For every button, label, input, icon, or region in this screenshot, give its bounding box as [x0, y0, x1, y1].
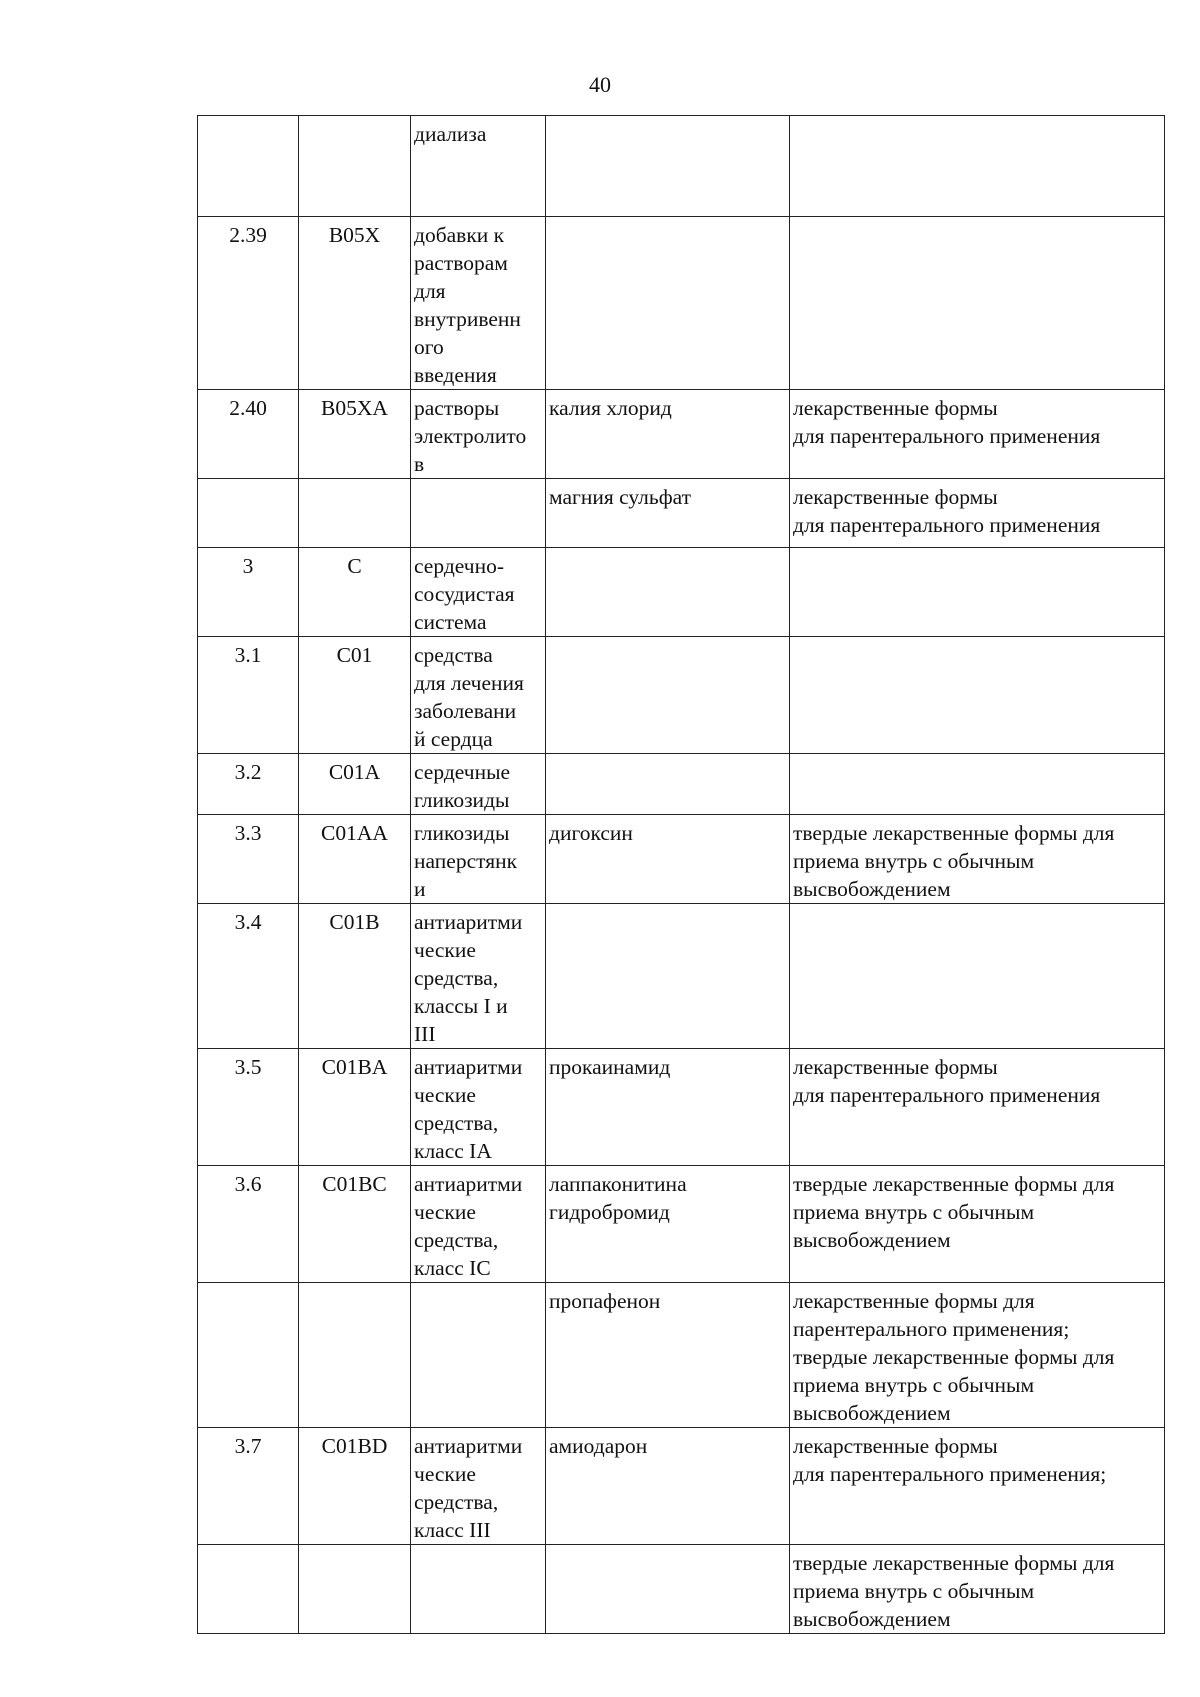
drug-name-cell: пропафенон: [546, 1283, 790, 1428]
table-row: [198, 1166, 1165, 1283]
row-number-cell: 3.2: [198, 754, 299, 815]
atc-code-cell: [299, 1545, 411, 1634]
dosage-form-cell: [790, 116, 1165, 217]
row-number-cell: [198, 479, 299, 548]
dosage-form-cell: [790, 637, 1165, 754]
table-body: [198, 116, 1165, 1634]
table-row: [198, 548, 1165, 637]
dosage-form-cell: лекарственные формы для парентерального применения: [790, 1049, 1165, 1166]
atc-code-cell: [299, 479, 411, 548]
row-number-cell: [198, 1283, 299, 1428]
atc-code-cell: C01: [299, 637, 411, 754]
anatomical-group-cell: сердечно- сосудистая система: [411, 548, 546, 637]
table-row: [198, 637, 1165, 754]
table-row: [198, 1283, 1165, 1428]
drug-name-cell: магния сульфат: [546, 479, 790, 548]
table-row: [198, 1049, 1165, 1166]
table-row: [198, 390, 1165, 479]
dosage-form-cell: твердые лекарственные формы для приема внутрь с обычным высвобождением: [790, 1166, 1165, 1283]
dosage-form-cell: [790, 904, 1165, 1049]
table-row: [198, 815, 1165, 904]
drug-classification-table: [197, 115, 1165, 1634]
atc-code-cell: B05XA: [299, 390, 411, 479]
atc-code-cell: C01A: [299, 754, 411, 815]
table-row: [198, 217, 1165, 390]
row-number-cell: 3.1: [198, 637, 299, 754]
table-row: [198, 1545, 1165, 1634]
row-number-cell: [198, 1545, 299, 1634]
row-number-cell: 3.3: [198, 815, 299, 904]
atc-code-cell: [299, 1283, 411, 1428]
atc-code-cell: C01B: [299, 904, 411, 1049]
page-number: 40: [589, 72, 611, 97]
row-number-cell: 2.40: [198, 390, 299, 479]
row-number-cell: [198, 116, 299, 217]
anatomical-group-cell: антиаритми ческие средства, класс III: [411, 1428, 546, 1545]
drug-name-cell: [546, 217, 790, 390]
drug-name-cell: лаппаконитина гидробромид: [546, 1166, 790, 1283]
drug-name-cell: прокаинамид: [546, 1049, 790, 1166]
table-row: [198, 904, 1165, 1049]
table-row: [198, 1428, 1165, 1545]
anatomical-group-cell: [411, 479, 546, 548]
row-number-cell: 2.39: [198, 217, 299, 390]
drug-name-cell: [546, 904, 790, 1049]
atc-code-cell: B05X: [299, 217, 411, 390]
anatomical-group-cell: [411, 1283, 546, 1428]
anatomical-group-cell: гликозиды наперстянк и: [411, 815, 546, 904]
anatomical-group-cell: антиаритми ческие средства, класс IA: [411, 1049, 546, 1166]
anatomical-group-cell: добавки к растворам для внутривенн ого введения: [411, 217, 546, 390]
row-number-cell: 3.7: [198, 1428, 299, 1545]
atc-code-cell: C01BD: [299, 1428, 411, 1545]
atc-code-cell: [299, 116, 411, 217]
anatomical-group-cell: растворы электролито в: [411, 390, 546, 479]
anatomical-group-cell: антиаритми ческие средства, класс IC: [411, 1166, 546, 1283]
dosage-form-cell: [790, 217, 1165, 390]
table-row: [198, 116, 1165, 217]
dosage-form-cell: лекарственные формы для парентерального применения: [790, 479, 1165, 548]
drug-name-cell: [546, 548, 790, 637]
anatomical-group-cell: сердечные гликозиды: [411, 754, 546, 815]
dosage-form-cell: [790, 754, 1165, 815]
table-row: [198, 754, 1165, 815]
dosage-form-cell: лекарственные формы для парентерального применения;: [790, 1428, 1165, 1545]
row-number-cell: 3.5: [198, 1049, 299, 1166]
table-row: [198, 479, 1165, 548]
dosage-form-cell: лекарственные формы для парентерального применения; твердые лекарственные формы для приема внутрь с обычным высвобождением: [790, 1283, 1165, 1428]
dosage-form-cell: лекарственные формы для парентерального применения: [790, 390, 1165, 479]
row-number-cell: 3.4: [198, 904, 299, 1049]
row-number-cell: 3: [198, 548, 299, 637]
anatomical-group-cell: средства для лечения заболевани й сердца: [411, 637, 546, 754]
dosage-form-cell: твердые лекарственные формы для приема внутрь с обычным высвобождением: [790, 1545, 1165, 1634]
row-number-cell: 3.6: [198, 1166, 299, 1283]
anatomical-group-cell: антиаритми ческие средства, классы I и III: [411, 904, 546, 1049]
atc-code-cell: C01BA: [299, 1049, 411, 1166]
drug-name-cell: калия хлорид: [546, 390, 790, 479]
drug-name-cell: [546, 116, 790, 217]
drug-name-cell: [546, 637, 790, 754]
anatomical-group-cell: [411, 1545, 546, 1634]
drug-name-cell: [546, 1545, 790, 1634]
anatomical-group-cell: диализа: [411, 116, 546, 217]
atc-code-cell: C01BC: [299, 1166, 411, 1283]
drug-name-cell: дигоксин: [546, 815, 790, 904]
drug-name-cell: [546, 754, 790, 815]
dosage-form-cell: [790, 548, 1165, 637]
drug-name-cell: амиодарон: [546, 1428, 790, 1545]
atc-code-cell: C01AA: [299, 815, 411, 904]
atc-code-cell: C: [299, 548, 411, 637]
dosage-form-cell: твердые лекарственные формы для приема внутрь с обычным высвобождением: [790, 815, 1165, 904]
